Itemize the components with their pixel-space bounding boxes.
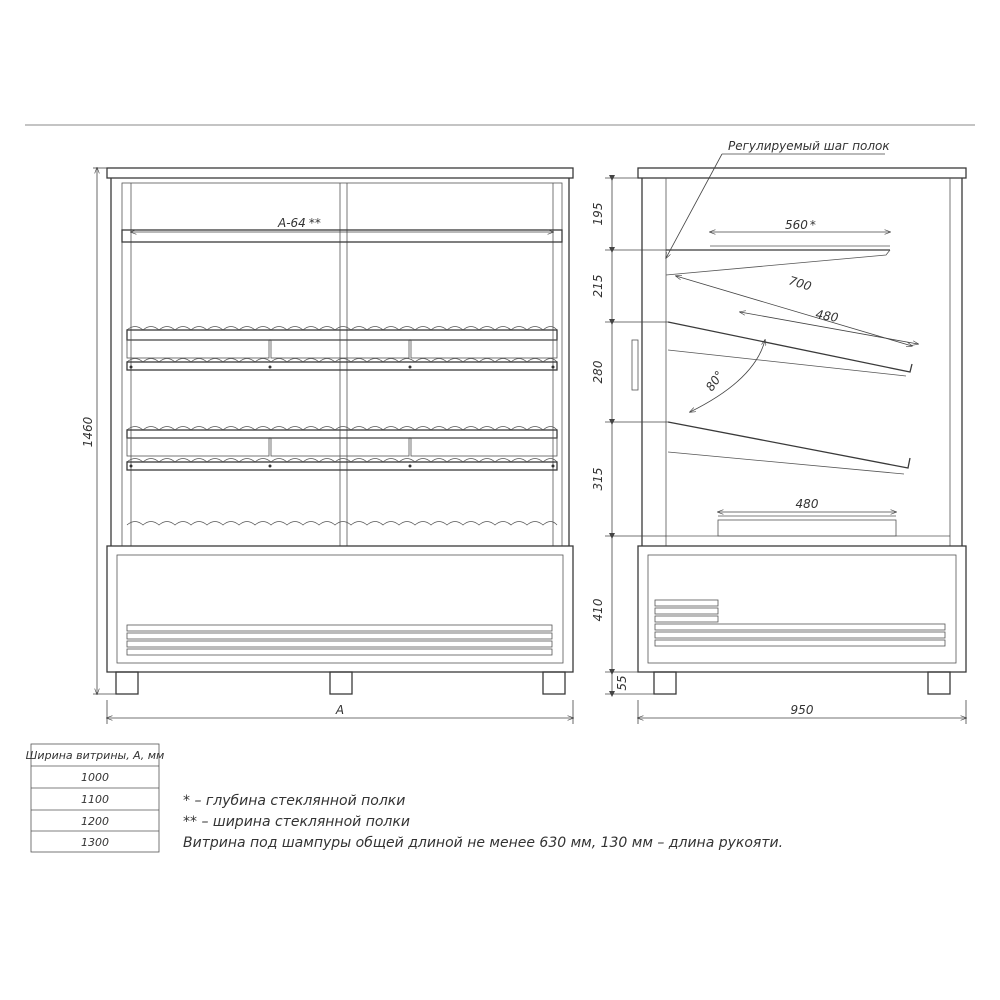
front-grille bbox=[127, 625, 552, 655]
bottom-depth: 480 bbox=[795, 497, 819, 511]
width-label: A bbox=[335, 703, 345, 717]
callout-label: Регулируемый шаг полок bbox=[728, 139, 890, 153]
table-row: 1000 bbox=[81, 771, 109, 784]
dim-55: 55 bbox=[615, 675, 629, 691]
shelf-length: 700 bbox=[787, 273, 814, 294]
table-header: Ширина витрины, А, мм bbox=[25, 749, 165, 762]
table-row: 1300 bbox=[81, 836, 109, 849]
shelf-2 bbox=[127, 427, 557, 471]
note-1: * – глубина стеклянной полки bbox=[183, 793, 406, 809]
height-label: 1460 bbox=[81, 416, 95, 448]
note-3: Витрина под шампуры общей длиной не менее 630 мм, 130 мм – длина рукояти. bbox=[183, 835, 784, 851]
dim-195: 195 bbox=[591, 202, 605, 226]
side-width-label: 950 bbox=[790, 703, 814, 717]
angle-label: 80° bbox=[702, 368, 727, 394]
note-2: ** – ширина стеклянной полки bbox=[183, 814, 410, 830]
table-row: 1100 bbox=[81, 793, 109, 806]
front-view bbox=[93, 168, 573, 724]
side-grille bbox=[655, 600, 945, 646]
table-row: 1200 bbox=[81, 815, 109, 828]
shelf-width-label: A-64 ** bbox=[278, 216, 321, 230]
dim-410: 410 bbox=[591, 598, 605, 622]
dim-215: 215 bbox=[591, 274, 605, 298]
side-view bbox=[605, 154, 966, 724]
shelf-depth-mid: 480 bbox=[814, 307, 840, 325]
shelf-1 bbox=[127, 327, 557, 371]
top-shelf-depth: 560 * bbox=[785, 218, 816, 232]
dim-280: 280 bbox=[591, 360, 605, 384]
dim-315: 315 bbox=[591, 467, 605, 491]
